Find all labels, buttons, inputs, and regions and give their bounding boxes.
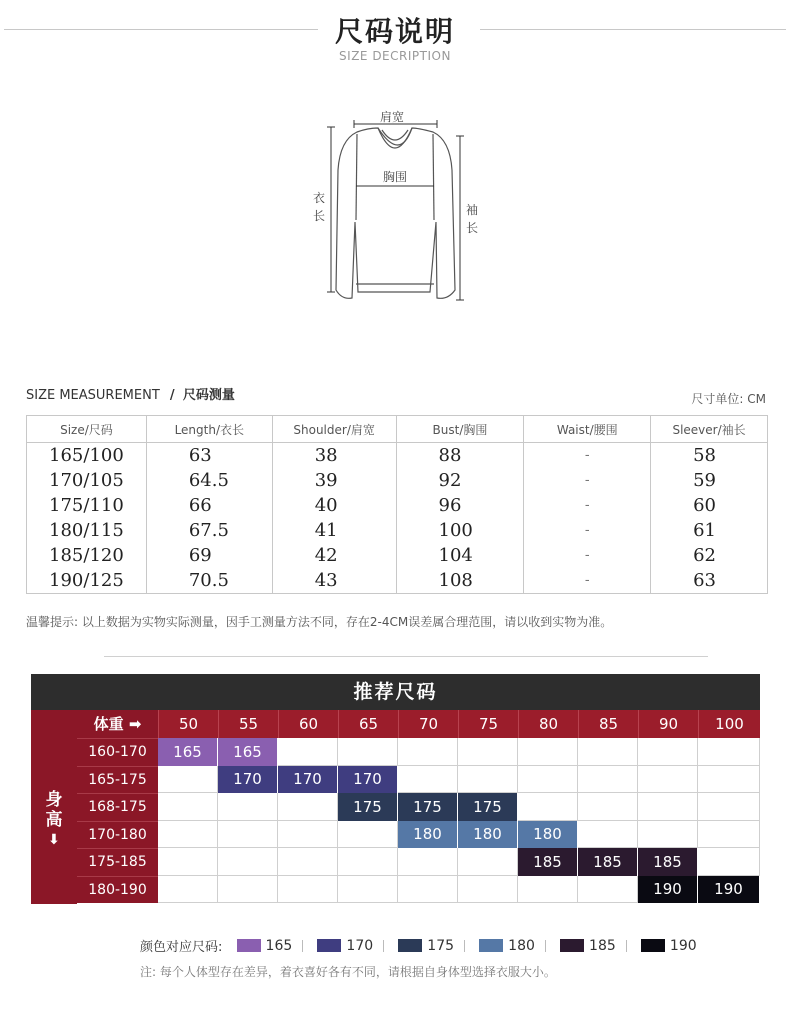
cell-length: 63 <box>146 443 272 469</box>
legend-separator <box>302 940 303 952</box>
cell-shoulder: 43 <box>272 568 396 594</box>
legend-separator <box>464 940 465 952</box>
cell-bust: 92 <box>396 468 524 493</box>
cell-shoulder: 39 <box>272 468 396 493</box>
grid-cell <box>398 876 458 903</box>
height-header-4: 175-185 <box>77 848 158 876</box>
height-label <box>31 790 77 850</box>
cell-size: 180/115 <box>27 518 147 543</box>
cell-size: 185/120 <box>27 543 147 568</box>
page-subtitle: SIZE DECRIPTION <box>339 49 451 63</box>
cell-shoulder: 41 <box>272 518 396 543</box>
size-cell-165: 165 <box>158 738 218 766</box>
grid-cell <box>218 793 278 821</box>
col-header-size: Size/尺码 <box>27 416 147 443</box>
weight-header-75: 75 <box>458 710 518 738</box>
section-divider <box>104 656 708 657</box>
legend-separator <box>545 940 546 952</box>
height-header-2: 168-175 <box>77 793 158 821</box>
legend-swatch-185 <box>560 939 584 952</box>
grid-cell <box>458 766 518 793</box>
height-header-0: 160-170 <box>77 738 158 766</box>
weight-header-50: 50 <box>158 710 218 738</box>
measurement-title-slash: / <box>169 388 175 403</box>
col-header-length: Length/衣长 <box>146 416 272 443</box>
legend-separator <box>383 940 384 952</box>
grid-cell <box>638 738 698 766</box>
size-cell-180: 180 <box>458 821 518 848</box>
table-row <box>27 443 768 469</box>
cell-length: 69 <box>146 543 272 568</box>
size-cell-190: 190 <box>698 876 760 903</box>
page-title: 尺码说明 <box>334 15 455 48</box>
grid-cell <box>338 876 398 903</box>
size-cell-180: 180 <box>398 821 458 848</box>
cell-sleeve: 61 <box>651 518 768 543</box>
cell-size: 165/100 <box>27 443 147 469</box>
grid-cell <box>158 821 218 848</box>
length-label-1: 衣 <box>313 191 326 205</box>
legend-swatch-180 <box>479 939 503 952</box>
color-legend <box>140 936 697 955</box>
legend-swatch-165 <box>237 939 261 952</box>
grid-cell <box>698 738 760 766</box>
cell-length: 66 <box>146 493 272 518</box>
legend-value: 165 <box>265 937 293 954</box>
grid-cell <box>218 821 278 848</box>
grid-cell <box>458 848 518 876</box>
legend-swatch-175 <box>398 939 422 952</box>
legend-value: 180 <box>508 937 535 954</box>
measurement-title-cn: 尺码测量 <box>182 388 235 403</box>
grid-cell <box>518 876 578 903</box>
cell-length: 67.5 <box>146 518 272 543</box>
weight-header-55: 55 <box>218 710 278 738</box>
cell-waist: - <box>524 543 651 568</box>
cell-size: 190/125 <box>27 568 147 594</box>
size-cell-175: 175 <box>398 793 458 821</box>
cell-length: 64.5 <box>146 468 272 493</box>
weight-header-85: 85 <box>578 710 638 738</box>
cell-waist: - <box>524 468 651 493</box>
grid-cell <box>698 821 760 848</box>
table-row <box>27 543 768 568</box>
size-cell-170: 170 <box>338 766 398 793</box>
recommend-note: 注: 每个人体型存在差异，着衣喜好各有不同，请根据自身体型选择衣服大小。 <box>140 965 556 979</box>
grid-cell <box>638 766 698 793</box>
grid-cell <box>638 793 698 821</box>
grid-cell <box>398 848 458 876</box>
grid-cell <box>518 793 578 821</box>
arrow-down-icon: ⬇ <box>48 832 60 848</box>
shoulder-label: 肩宽 <box>380 110 405 124</box>
weight-header-65: 65 <box>338 710 398 738</box>
table-row <box>27 568 768 594</box>
legend-swatch-170 <box>317 939 341 952</box>
grid-cell <box>578 766 638 793</box>
weight-header-90: 90 <box>638 710 698 738</box>
cell-sleeve: 62 <box>651 543 768 568</box>
cell-waist: - <box>524 518 651 543</box>
cell-sleeve: 63 <box>651 568 768 594</box>
weight-header-70: 70 <box>398 710 458 738</box>
grid-cell <box>338 821 398 848</box>
col-header-waist: Waist/腰围 <box>524 416 651 443</box>
measurement-tip: 温馨提示: 以上数据为实物实际测量，因手工测量方法不同，存在2-4CM误差属合理范围，请以收到实物为准。 <box>26 615 613 629</box>
height-header-3: 170-180 <box>77 821 158 848</box>
cell-size: 170/105 <box>27 468 147 493</box>
grid-cell <box>458 738 518 766</box>
cell-sleeve: 60 <box>651 493 768 518</box>
grid-cell <box>338 738 398 766</box>
legend-swatch-190 <box>641 939 665 952</box>
grid-cell <box>698 848 760 876</box>
table-header-row <box>27 416 768 443</box>
height-header-1: 165-175 <box>77 766 158 793</box>
cell-length: 70.5 <box>146 568 272 594</box>
table-row <box>27 518 768 543</box>
grid-cell <box>278 848 338 876</box>
size-cell-185: 185 <box>518 848 578 876</box>
grid-cell <box>518 738 578 766</box>
size-cell-185: 185 <box>578 848 638 876</box>
table-row <box>27 493 768 518</box>
cell-bust: 104 <box>396 543 524 568</box>
chest-label: 胸围 <box>383 170 408 184</box>
grid-cell <box>218 876 278 903</box>
legend-value: 170 <box>346 937 374 954</box>
grid-cell <box>698 766 760 793</box>
table-row <box>27 468 768 493</box>
cell-bust: 96 <box>396 493 524 518</box>
sleeve-label-1: 袖 <box>466 203 479 217</box>
size-cell-170: 170 <box>218 766 278 793</box>
size-cell-180: 180 <box>518 821 578 848</box>
sweater-diagram <box>0 0 790 330</box>
cell-sleeve: 58 <box>651 443 768 469</box>
cell-bust: 108 <box>396 568 524 594</box>
weight-header-100: 100 <box>698 710 760 738</box>
grid-cell <box>578 821 638 848</box>
grid-cell <box>398 738 458 766</box>
legend-value: 190 <box>669 937 697 954</box>
measurement-unit: 尺寸单位: CM <box>691 392 766 406</box>
grid-cell <box>158 876 218 903</box>
size-cell-175: 175 <box>458 793 518 821</box>
col-header-sleeve: Sleever/袖长 <box>651 416 768 443</box>
cell-sleeve: 59 <box>651 468 768 493</box>
grid-cell <box>698 793 760 821</box>
measurement-title <box>26 384 235 403</box>
cell-bust: 100 <box>396 518 524 543</box>
cell-shoulder: 40 <box>272 493 396 518</box>
grid-cell <box>578 793 638 821</box>
size-cell-185: 185 <box>638 848 698 876</box>
height-label-1: 身 <box>45 790 63 810</box>
cell-shoulder: 42 <box>272 543 396 568</box>
recommend-title: 推荐尺码 <box>31 674 760 710</box>
legend-value: 175 <box>427 937 455 954</box>
legend-value: 185 <box>589 937 616 954</box>
height-header-5: 180-190 <box>77 876 158 903</box>
grid-cell <box>638 821 698 848</box>
cell-shoulder: 38 <box>272 443 396 469</box>
sweater-icon <box>0 0 790 330</box>
weight-header-60: 60 <box>278 710 338 738</box>
height-label-2: 高 <box>45 810 63 830</box>
col-header-bust: Bust/胸围 <box>396 416 524 443</box>
size-cell-165: 165 <box>218 738 278 766</box>
grid-cell <box>398 766 458 793</box>
grid-cell <box>218 848 278 876</box>
grid-cell <box>458 876 518 903</box>
legend-separator <box>626 940 627 952</box>
weight-label: 体重 ➡ <box>77 710 158 738</box>
cell-waist: - <box>524 568 651 594</box>
length-label-2: 长 <box>313 209 326 223</box>
grid-cell <box>578 876 638 903</box>
grid-cell <box>338 848 398 876</box>
cell-bust: 88 <box>396 443 524 469</box>
grid-cell <box>158 766 218 793</box>
size-cell-175: 175 <box>338 793 398 821</box>
grid-cell <box>158 848 218 876</box>
measurement-title-en: SIZE MEASUREMENT <box>26 388 160 403</box>
grid-cell <box>578 738 638 766</box>
sleeve-label-2: 长 <box>466 221 479 235</box>
grid-cell <box>518 766 578 793</box>
grid-cell <box>278 821 338 848</box>
size-cell-170: 170 <box>278 766 338 793</box>
cell-waist: - <box>524 443 651 469</box>
cell-size: 175/110 <box>27 493 147 518</box>
weight-header-80: 80 <box>518 710 578 738</box>
size-cell-190: 190 <box>638 876 698 903</box>
grid-cell <box>278 876 338 903</box>
col-header-shoulder: Shoulder/肩宽 <box>272 416 396 443</box>
measurement-table <box>26 415 768 594</box>
legend-label: 颜色对应尺码: <box>140 940 223 955</box>
grid-cell <box>158 793 218 821</box>
grid-cell <box>278 793 338 821</box>
grid-cell <box>278 738 338 766</box>
cell-waist: - <box>524 493 651 518</box>
